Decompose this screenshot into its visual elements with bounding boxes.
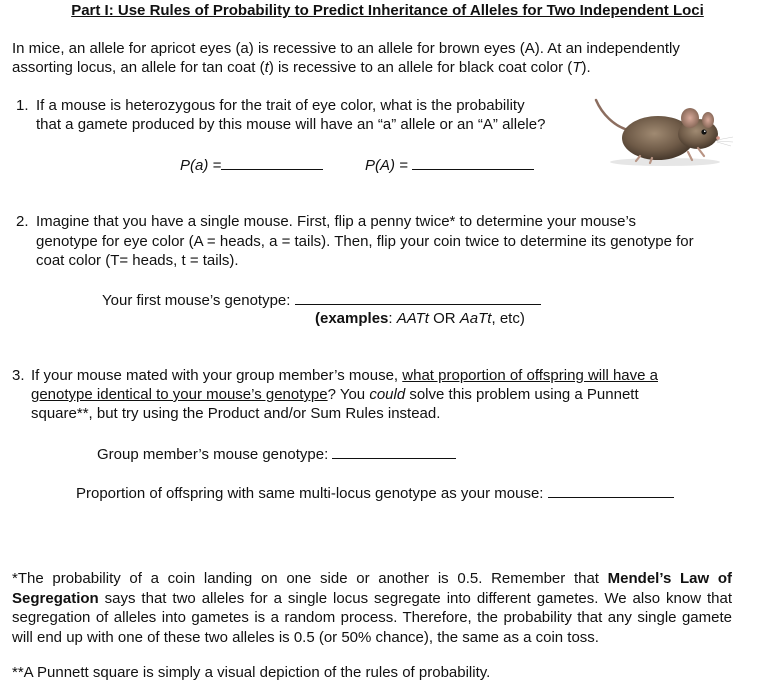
pa-label: P(a) = [180,157,222,174]
group-genotype-blank[interactable] [332,444,456,459]
group-genotype-answer [97,444,456,463]
intro-text: ) is recessive to an allele for black coat color ( [268,59,573,76]
allele-t: t [264,59,269,76]
q2-line-1: Imagine that you have a single mouse. First, flip a penny twice* to determine your mouse’s [36,213,637,230]
intro-text: ). [581,59,591,76]
pA-blank[interactable] [412,155,534,170]
allele-T: T [572,59,582,76]
intro-line-1: In mice, an allele for apricot eyes (a) is recessive to an allele for brown eyes (A). At an independently [12,40,680,57]
mendel-law-term: Mendel’s Law of Segregation [12,570,733,607]
example-genotype-1: AATt [396,310,429,327]
intro-line-2 [12,59,591,76]
proportion-label: Proportion of offspring with same multi-locus genotype as your mouse: [76,485,544,502]
q2-number: 2. [16,213,29,230]
footnote-text: *The probability of a coin landing on one side or another is 0.5. Remember that [12,570,608,587]
group-genotype-label: Group member’s mouse genotype: [97,446,329,463]
examples-label: (examples [315,310,389,327]
q1-line-2: that a gamete produced by this mouse will have an “a” allele or an “A” allele? [36,116,546,133]
q3-number: 3. [12,367,25,384]
proportion-answer [76,483,674,502]
first-genotype-blank[interactable] [295,290,541,305]
q3-line-1 [31,367,658,384]
q3-line-2 [31,386,639,403]
q2-line-2: genotype for eye color (A = heads, a = tails). Then, flip your coin twice to determine its genotype for [36,233,694,250]
examples-text: , etc) [491,310,525,327]
q3-text: ? You [327,386,370,403]
example-genotype-2: AaTt [459,310,492,327]
pA-answer [365,155,534,174]
q3-line-3: square**, but try using the Product and/or Sum Rules instead. [31,405,441,422]
examples-text: : [388,310,397,327]
pa-blank[interactable] [221,155,323,170]
q2-line-3: coat color (T= heads, t = tails). [36,252,239,269]
footnote-punnett: **A Punnett square is simply a visual depiction of the rules of probability. [12,664,491,681]
q3-underlined-text: genotype identical to your mouse’s genotype [31,386,328,403]
footnote-coin-probability [12,569,732,647]
page-title: Part I: Use Rules of Probability to Predict Inheritance of Alleles for Two Independent Loci [71,2,704,19]
first-genotype-label: Your first mouse’s genotype: [102,292,291,309]
q3-text: If your mouse mated with your group member’s mouse, [31,367,403,384]
genotype-examples [315,310,525,327]
pA-label: P(A) = [365,157,408,174]
intro-text: assorting locus, an allele for tan coat ( [12,59,265,76]
pa-answer [180,155,323,174]
q3-could: could [369,386,406,403]
q3-underlined-text: what proportion of offspring will have a [402,367,658,384]
q1-line-1: If a mouse is heterozygous for the trait of eye color, what is the probability [36,97,525,114]
proportion-blank[interactable] [548,483,674,498]
mouse-image [590,96,740,166]
q3-text: solve this problem using a Punnett [405,386,639,403]
footnote-text: says that two alleles for a single locus segregate into different gametes. We also know that segregation of alleles into gametes is a random process. Therefore, the probability that any single gamete will end up with one of these two alleles is 0.5 (or 50% chance), the same as a coin toss. [12,589,732,646]
examples-text: OR [428,310,460,327]
q1-number: 1. [16,97,29,114]
first-genotype-answer [102,290,541,309]
